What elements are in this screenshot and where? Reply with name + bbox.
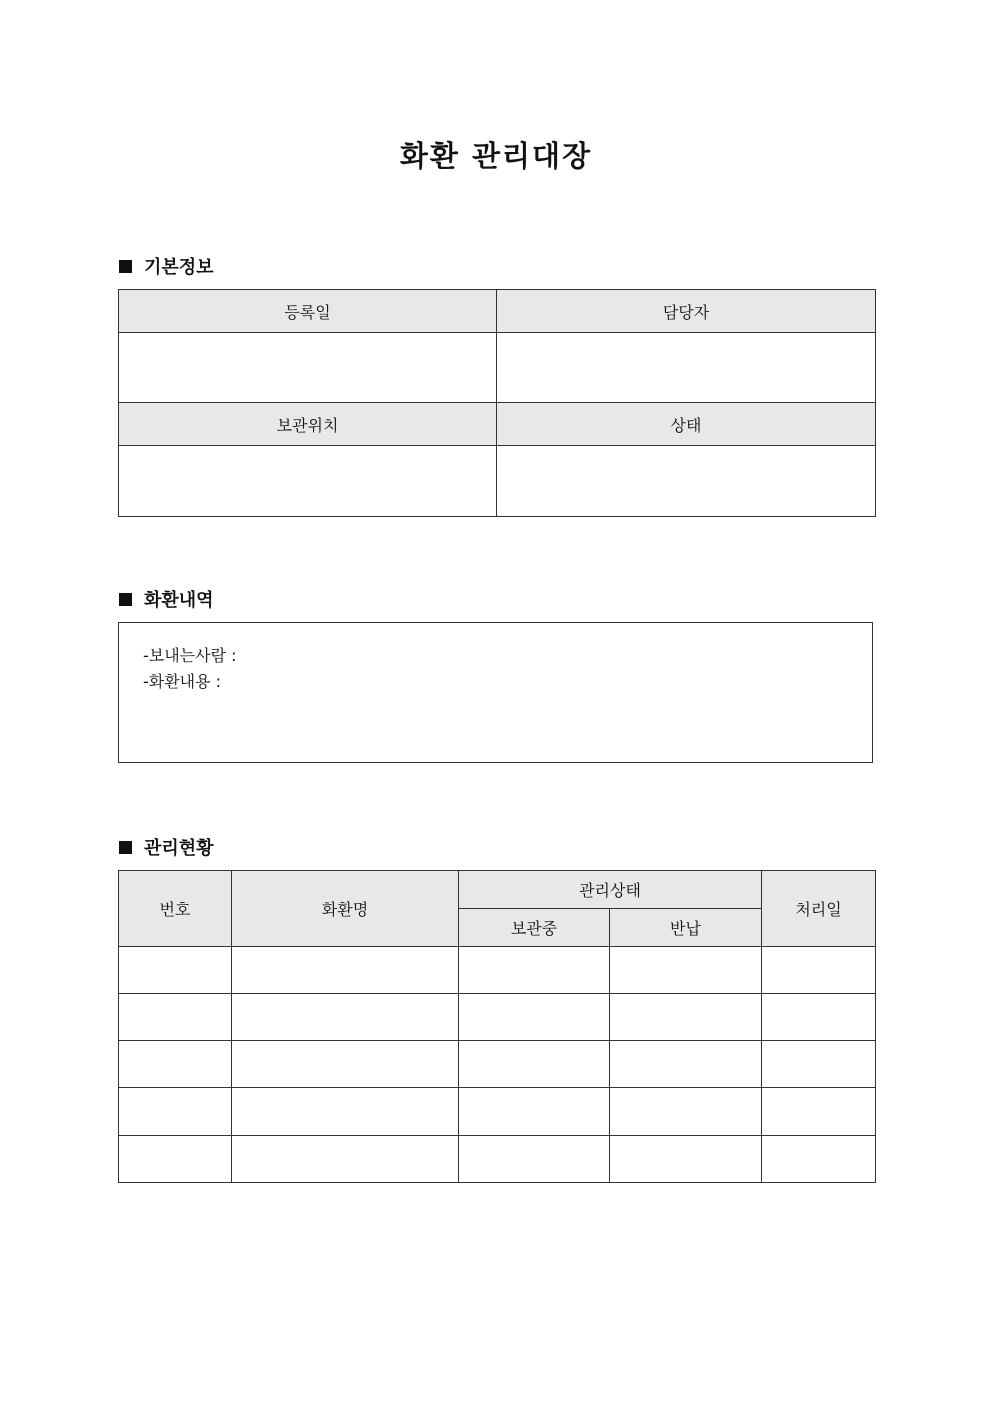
table-cell[interactable] (232, 1136, 459, 1183)
section-heading-details (119, 586, 214, 612)
table-row (119, 1136, 876, 1183)
section-heading-label: 화환내역 (144, 590, 214, 611)
square-bullet-icon (119, 593, 132, 606)
table-cell[interactable] (459, 1088, 610, 1136)
in-storage-header: 보관중 (459, 909, 610, 947)
square-bullet-icon (119, 260, 132, 273)
table-cell[interactable] (610, 994, 762, 1041)
section-heading-label: 기본정보 (144, 257, 214, 278)
wreath-details-box[interactable] (118, 622, 873, 763)
table-cell[interactable] (610, 947, 762, 994)
table-cell[interactable] (232, 994, 459, 1041)
section-heading-status (119, 834, 214, 860)
table-cell[interactable] (119, 947, 232, 994)
table-cell[interactable] (459, 994, 610, 1041)
table-cell[interactable] (610, 1136, 762, 1183)
returned-header: 반납 (610, 909, 762, 947)
table-cell[interactable] (119, 1041, 232, 1088)
content-line: -화환내용 : (143, 672, 222, 691)
table-cell[interactable] (762, 947, 876, 994)
section-heading-label: 관리현황 (144, 838, 214, 859)
table-row (119, 1041, 876, 1088)
table-cell[interactable] (762, 1136, 876, 1183)
section-heading-basic-info (119, 253, 214, 279)
management-status-table (118, 870, 876, 1183)
table-row (119, 947, 876, 994)
storage-location-header: 보관위치 (119, 403, 497, 446)
table-row (119, 1088, 876, 1136)
manager-header: 담당자 (497, 290, 876, 333)
registered-date-header: 등록일 (119, 290, 497, 333)
square-bullet-icon (119, 841, 132, 854)
table-cell[interactable] (119, 1136, 232, 1183)
registered-date-cell[interactable] (119, 333, 497, 403)
table-cell[interactable] (232, 947, 459, 994)
state-cell[interactable] (497, 446, 876, 517)
table-cell[interactable] (610, 1041, 762, 1088)
table-cell[interactable] (119, 1088, 232, 1136)
number-header: 번호 (119, 871, 232, 947)
wreath-name-header: 화환명 (232, 871, 459, 947)
sender-line: -보내는사람 : (143, 646, 237, 665)
table-cell[interactable] (762, 1041, 876, 1088)
table-cell[interactable] (762, 994, 876, 1041)
table-cell[interactable] (459, 1041, 610, 1088)
basic-info-table (118, 289, 876, 517)
table-cell[interactable] (459, 947, 610, 994)
table-cell[interactable] (762, 1088, 876, 1136)
mgmt-status-header: 관리상태 (459, 871, 762, 909)
table-cell[interactable] (459, 1136, 610, 1183)
table-row (119, 994, 876, 1041)
state-header: 상태 (497, 403, 876, 446)
manager-cell[interactable] (497, 333, 876, 403)
page-title: 화환 관리대장 (399, 139, 593, 173)
table-cell[interactable] (232, 1041, 459, 1088)
table-cell[interactable] (610, 1088, 762, 1136)
table-cell[interactable] (119, 994, 232, 1041)
processed-date-header: 처리일 (762, 871, 876, 947)
storage-location-cell[interactable] (119, 446, 497, 517)
table-cell[interactable] (232, 1088, 459, 1136)
